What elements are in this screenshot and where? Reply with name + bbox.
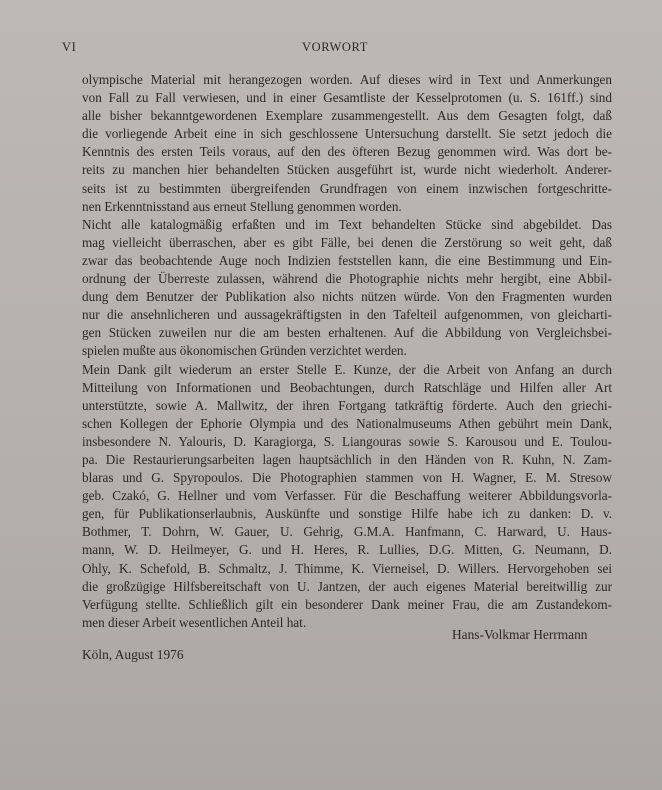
text-line: gen, für Publikationserlaubnis, Auskünfte und sonstige Hilfe habe ich zu danken: D. v.: [82, 506, 612, 522]
text-line: die vorliegende Arbeit eine in sich geschlossene Untersuchung darstellt. Sie setzt jedoch die: [82, 126, 612, 142]
running-head: VORWORT: [302, 40, 368, 54]
text-line: mag vielleicht überraschen, aber es gibt Fälle, bei denen die Zerstörung so weit geht, daß: [82, 234, 612, 250]
paragraph-start-line: Mein Dank gilt wiederum an erster Stelle E. Kunze, der die Arbeit von Anfang an durch: [82, 361, 612, 377]
text-line: men dieser Arbeit wesentlichen Anteil hat.: [82, 614, 307, 630]
text-line: insbesondere N. Yalouris, D. Karagiorga, S. Liangouras sowie S. Karousou und E. Toulou-: [82, 433, 612, 449]
text-line: Ohly, K. Schefold, B. Schmaltz, J. Thimme, K. Vierneisel, D. Willers. Hervorgehoben sei: [82, 560, 612, 576]
text-line: Bothmer, T. Dohrn, W. Gauer, U. Gehrig, G.M.A. Hanfmann, C. Harward, U. Haus-: [82, 524, 612, 540]
text-line: Mitteilung von Informationen und Beobachtungen, durch Ratschläge und Hilfen aller Art: [82, 379, 612, 395]
text-line: unterstützte, sowie A. Mallwitz, der ihren Fortgang tatkräftig förderte. Auch den griechi-: [82, 397, 612, 413]
text-line: gen Stücken zuweilen nur die am besten erhaltenen. Auf die Abbildung von Vergleichsbei-: [82, 325, 612, 341]
page-header: [62, 40, 622, 58]
text-line: pa. Die Restaurierungsarbeiten lagen hauptsächlich in den Händen von R. Kuhn, N. Zam-: [82, 451, 612, 467]
text-line: seits ist zu bestimmten übergreifenden Grundfragen von einem inzwischen fortgeschritte-: [82, 180, 612, 196]
text-line: mann, W. D. Heilmeyer, G. und H. Heres, R. Lullies, D.G. Mitten, G. Neumann, D.: [82, 542, 612, 558]
text-line: geb. Czakó, G. Hellner und vom Verfasser. Für die Beschaffung weiterer Abbildungsvorla-: [82, 488, 612, 504]
text-line: von Fall zu Fall verwiesen, und in einer Gesamtliste der Kesselprotomen (u. S. 161ff.) sind: [82, 90, 612, 106]
text-line: reits zu manchen hier behandelten Stücken ausgeführt ist, wurde nicht wiederholt. Anderer-: [82, 162, 612, 178]
text-line: alle bisher bekanntgewordenen Exemplare zusammengestellt. Aus dem Gesagten folgt, daß: [82, 108, 612, 124]
paragraph-start-line: Nicht alle katalogmäßig erfaßten und im Text behandelten Stücke sind abgebildet. Das: [82, 216, 612, 232]
text-line: schen Kollegen der Ephorie Olympia und des Nationalmuseums Athen gebührt mein Dank,: [82, 415, 612, 431]
author-signature: Hans-Volkmar Herrmann: [452, 627, 588, 642]
preface-body: [82, 71, 612, 632]
text-line: spielen mußte aus ökonomischen Gründen verzichtet werden.: [82, 343, 407, 359]
text-line: ordnung der Überreste zulassen, während die Photographie nichts mehr hergibt, eine Abbil-: [82, 271, 612, 287]
page-number: VI: [62, 40, 77, 54]
text-line: olympische Material mit herangezogen worden. Auf dieses wird in Text und Anmerkungen: [82, 72, 612, 87]
text-line: zwar das beobachtende Auge noch Indizien feststellen kann, die eine Bestimmung und Ein-: [82, 252, 612, 268]
text-line: die großzügige Hilfsbereitschaft von U. Jantzen, der auch eigenes Material bereitwillig zur: [82, 578, 612, 594]
text-line: Verfügung stellte. Schließlich gilt ein besonderer Dank meiner Frau, die am Zustandekom-: [82, 596, 612, 612]
text-line: Kenntnis des ersten Teils voraus, auf den des öfteren Bezug genommen wird. Was dort be-: [82, 144, 612, 160]
text-line: blaras und G. Spyropoulos. Die Photographien stammen von H. Wagner, E. M. Stresow: [82, 470, 612, 486]
text-line: dung dem Benutzer der Publikation also nichts nützen würde. Von den Fragmenten wurden: [82, 289, 612, 305]
place-date: Köln, August 1976: [82, 647, 184, 662]
text-line: nur die ansehnlicheren und aussagekräftigsten in den Tafelteil aufgenommen, von gleicharti-: [82, 307, 612, 323]
text-line: nen Erkenntnisstand aus erneut Stellung genommen worden.: [82, 198, 402, 214]
